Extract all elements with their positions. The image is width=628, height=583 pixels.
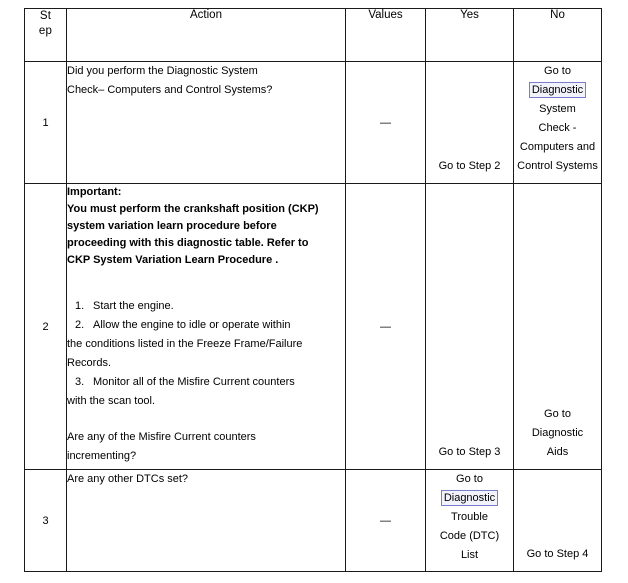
yes-branch-line: Code (DTC) <box>439 530 500 542</box>
procedure-step-text: Monitor all of the Misfire Current counters <box>93 376 295 388</box>
values-dash: — <box>380 514 391 527</box>
values-dash: — <box>380 116 391 129</box>
no-branch-line: System <box>539 103 576 115</box>
values-dash: — <box>380 320 391 333</box>
table-row <box>25 470 602 572</box>
action-question <box>67 428 345 466</box>
table-header-row <box>25 9 602 62</box>
column-header-action: Action <box>67 9 346 62</box>
yes-branch-line: Go to Step 2 <box>438 160 501 172</box>
step-number: 1 <box>25 62 67 184</box>
yes-branch-line: Go to Step 3 <box>438 446 501 458</box>
column-header-no: No <box>514 9 602 62</box>
yes-branch-cell <box>426 62 514 184</box>
document-link[interactable]: Diagnostic <box>529 82 586 98</box>
important-heading: Important: <box>67 186 122 198</box>
no-branch-cell <box>514 62 602 184</box>
no-branch-line: Check - <box>538 122 577 134</box>
no-branch-line: Go to <box>544 408 571 420</box>
action-cell <box>67 470 346 572</box>
table-row <box>25 62 602 184</box>
procedure-step <box>67 316 345 335</box>
no-branch-line: Diagnostic <box>531 427 584 439</box>
no-branch-line: Go to Step 4 <box>526 548 589 560</box>
no-branch-line: Control Systems <box>517 160 598 172</box>
no-branch-line: Computers and <box>519 141 596 153</box>
step-number: 2 <box>25 184 67 470</box>
important-line: system variation learn procedure before <box>67 220 277 232</box>
vertical-spacer <box>67 411 345 428</box>
action-cell <box>67 184 346 470</box>
table-row <box>25 184 602 470</box>
document-link[interactable]: Diagnostic <box>441 490 498 506</box>
no-branch-cell <box>514 184 602 470</box>
important-line: proceeding with this diagnostic table. Refer to <box>67 237 309 249</box>
procedure-step-text: Allow the engine to idle or operate within <box>93 319 291 331</box>
important-note <box>67 184 345 269</box>
no-branch-line: Aids <box>546 446 569 458</box>
procedure-step-number: 2. <box>75 319 85 331</box>
action-line: Check– Computers and Control Systems? <box>67 84 273 96</box>
no-branch-cell <box>514 470 602 572</box>
procedure-step-list <box>67 297 345 411</box>
vertical-spacer <box>67 271 345 297</box>
important-line: You must perform the crankshaft position (CKP) <box>67 203 319 215</box>
column-header-step-line1: St <box>39 10 52 22</box>
values-cell <box>346 62 426 184</box>
procedure-step <box>67 297 345 316</box>
column-header-step <box>25 9 67 62</box>
column-header-step-line2: ep <box>38 25 53 37</box>
no-branch-line: Go to <box>544 65 571 77</box>
yes-branch-line: Go to <box>456 473 483 485</box>
diagnostic-table <box>24 8 602 572</box>
values-cell <box>346 470 426 572</box>
important-line: CKP System Variation Learn Procedure . <box>67 254 279 266</box>
column-header-yes: Yes <box>426 9 514 62</box>
yes-branch-link-line[interactable] <box>426 489 513 508</box>
yes-branch-line: List <box>460 549 479 561</box>
action-question-line: Are any of the Misfire Current counters <box>67 431 256 443</box>
procedure-step-text: Records. <box>67 357 112 369</box>
action-question-line: incrementing? <box>67 450 137 462</box>
values-cell <box>346 184 426 470</box>
procedure-step-text: with the scan tool. <box>67 395 156 407</box>
yes-branch-line: Trouble <box>451 511 488 523</box>
procedure-step-number: 3. <box>75 376 85 388</box>
yes-branch-cell <box>426 470 514 572</box>
procedure-step <box>67 373 345 392</box>
action-cell <box>67 62 346 184</box>
step-number: 3 <box>25 470 67 572</box>
procedure-step-number: 1. <box>75 300 85 312</box>
procedure-step-text: the conditions listed in the Freeze Frame/Failure <box>67 338 303 350</box>
action-line: Did you perform the Diagnostic System <box>67 65 258 77</box>
procedure-step-text: Start the engine. <box>93 300 174 312</box>
action-line: Are any other DTCs set? <box>67 473 189 485</box>
column-header-values: Values <box>346 9 426 62</box>
yes-branch-cell <box>426 184 514 470</box>
no-branch-link-line[interactable] <box>514 81 601 100</box>
